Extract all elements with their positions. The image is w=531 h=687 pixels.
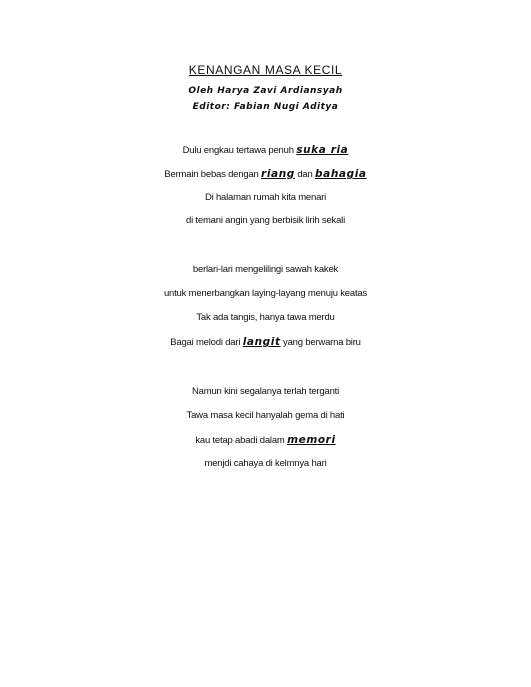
stanza2-line4-tail: yang berwarna biru [280, 337, 361, 348]
stanza3-line3 [0, 434, 531, 447]
stanza3-line1: Namun kini segalanya terlah terganti [192, 386, 339, 397]
stanza3-line3-emphasis: memori [287, 434, 336, 446]
stanza2-line4-emphasis: langit [242, 336, 281, 348]
stanza3-line2: Tawa masa kecil hanyalah gema di hati [186, 410, 345, 421]
stanza1-line4: di temani angin yang berbisik lirih sekali [186, 215, 345, 226]
poem-editor: Editor: Fabian Nugi Aditya [192, 102, 339, 112]
stanza1-line3: Di halaman rumah kita menari [204, 192, 327, 203]
stanza1-line2-emphasis-2: bahagia [315, 168, 367, 180]
poem-title: KENANGAN MASA KECIL [188, 63, 343, 77]
stanza1-line1-emphasis: suka ria [296, 144, 349, 156]
stanza2-line2: untuk menerbangkan laying-layang menuju keatas [163, 288, 368, 299]
stanza1-line2-conjunction: dan [294, 169, 316, 180]
stanza1-line1 [0, 144, 531, 157]
stanza1-line2 [0, 168, 531, 181]
stanza2-line3: Tak ada tangis, hanya tawa merdu [196, 312, 335, 323]
stanza2-line4-text: Bagai melodi dari [170, 337, 243, 348]
stanza3-line4: menjdi cahaya di kelmnya hari [204, 458, 327, 469]
stanza2-line4 [0, 336, 531, 349]
stanza1-line2-text: Bermain bebas dengan [164, 169, 262, 180]
stanza1-line2-emphasis-1: riang [261, 168, 295, 180]
stanza3-line3-text: kau tetap abadi dalam [195, 435, 288, 446]
stanza2-line1: berlari-lari mengelilingi sawah kakek [192, 264, 339, 275]
stanza1-line1-text: Dulu engkau tertawa penuh [182, 145, 297, 156]
poem-author: Oleh Harya Zavi Ardiansyah [188, 86, 343, 96]
